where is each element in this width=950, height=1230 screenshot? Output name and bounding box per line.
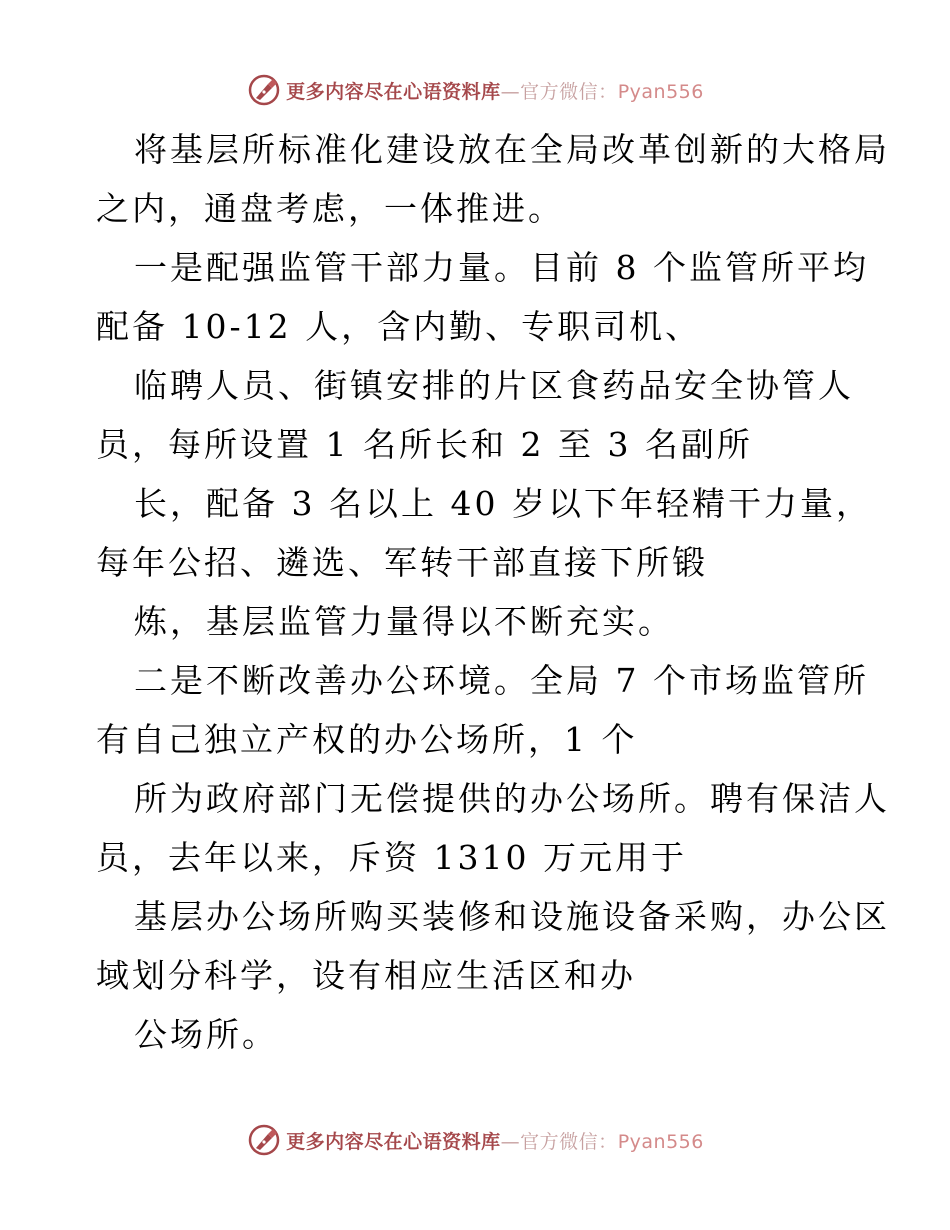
watermark-separator: — [500,80,521,103]
text-line: 将基层所标准化建设放在全局改革创新的大格局 [134,130,890,169]
watermark-wechat-label: 官方微信： [520,80,618,103]
watermark-wechat-id: Pyan556 [617,1130,704,1153]
watermark-wechat-id: Pyan556 [617,80,704,103]
header-watermark [0,70,950,110]
watermark-brand: 更多内容尽在心语资料库 [286,80,501,103]
text-line: 基层办公场所购买装修和设施设备采购，办公区 [134,897,890,936]
text-line: 域划分科学，设有相应生活区和办 [96,956,636,995]
text-line: 炼，基层监管力量得以不断充实。 [134,602,674,641]
text-line: 二是不断改善办公环境。全局 7 个市场监管所 [134,661,869,700]
text-line: 每年公招、遴选、军转干部直接下所锻 [96,543,708,582]
text-line: 长，配备 3 名以上 40 岁以下年轻精干力量， [134,484,872,523]
text-line: 配备 10-12 人，含内勤、专职司机、 [96,307,702,346]
pen-nib-logo-icon [246,1122,282,1158]
text-line: 员，去年以来，斥资 1310 万元用于 [96,838,687,877]
watermark-brand: 更多内容尽在心语资料库 [286,1130,501,1153]
text-line: 所为政府部门无偿提供的办公场所。聘有保洁人 [134,779,890,818]
text-line: 员，每所设置 1 名所长和 2 至 3 名副所 [96,425,753,464]
watermark-separator: — [500,1130,521,1153]
watermark-text [286,1127,704,1154]
footer-watermark [0,1120,950,1160]
text-line: 有自己独立产权的办公场所，1 个 [96,720,638,759]
document-body [96,120,890,1064]
text-line: 一是配强监管干部力量。目前 8 个监管所平均 [134,248,869,287]
watermark-text [286,77,704,104]
text-line: 之内，通盘考虑，一体推进。 [96,189,564,228]
text-line: 公场所。 [134,1015,278,1054]
text-line: 临聘人员、街镇安排的片区食药品安全协管人 [134,366,854,405]
pen-nib-logo-icon [246,72,282,108]
watermark-wechat-label: 官方微信： [520,1130,618,1153]
